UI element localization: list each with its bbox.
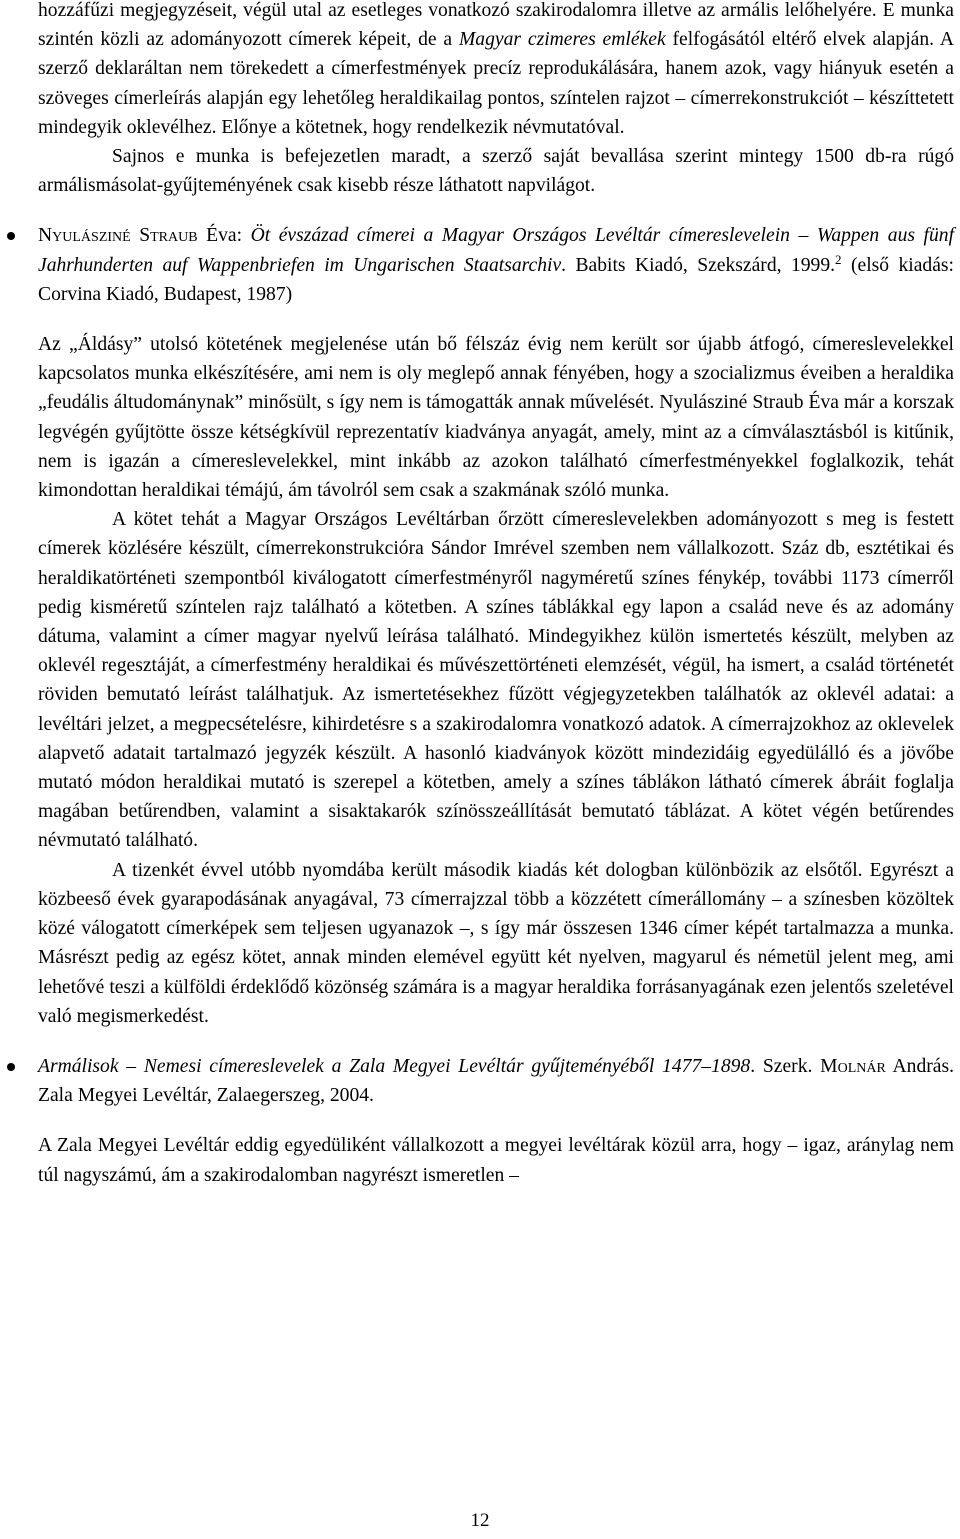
bibliography-entry-2: Armálisok – Nemesi címereslevelek a Zala Megyei Levéltár gyűjteményéből 1477–1898. Szerk. Molnár András. Zala Megyei Levéltár, Zalaegerszeg, 2004. (38, 1052, 954, 1110)
intro-paragraph-2: Sajnos e munka is befejezetlen maradt, a szerző saját bevallása szerint mintegy 1500 db-ra rúgó armálismásolat-gyűjteményének csak kisebb része láthatott napvilágot. (38, 146, 954, 197)
entry-2-title: Armálisok – Nemesi címereslevelek a Zala Megyei Levéltár gyűjteményéből 1477–1898 (38, 1055, 751, 1077)
entry-2-editor-surname: Molnár (820, 1055, 886, 1077)
document-page (38, 0, 954, 1190)
page-number: 12 (470, 1510, 490, 1531)
bullet-icon (7, 232, 15, 240)
intro-paragraph-1: hozzáfűzi megjegyzéseit, végül utal az esetleges vonatkozó szakirodalomra illetve az armális lelőhelyére. E munka szintén közli az adományozott címerek képeit, de a Magyar czimeres emlékek felfogásától eltérő elvek alapján. A szerző deklaráltan nem törekedett a címerfestmények precíz reprodukálására, hanem azok, vagy hiányuk esetén a szöveges címerleírás alapján egy lehetőleg heraldikailag pontos, színtelen rajzot – címerrekonstrukciót – készíttetett mindegyik oklevélhez. Előnye a kötetnek, hogy rendelkezik névmutatóval. (38, 0, 954, 138)
body-1-paragraph-1: Az „Áldásy” utolsó kötetének megjelenése után bő félszáz évig nem került sor újabb átfogó, címereslevelekkel kapcsolatos munka elkészítésére, ami nem is oly meglepő annak fényében, hogy a szocializmus éveiben a heraldika „feudális áltudománynak” minősült, s így nem is támogatták annak művelését. Nyulásziné Straub Éva már a korszak legvégén gyűjtötte össze kétségkívül reprezentatív kiadványa anyagát, amely, mint az a címválasztásból is kitűnik, nem is igazán a címereslevelekkel, mint inkább az azokon található címerfestményekkel foglalkozik, tehát kimondottan heraldikai témájú, ám távolról sem csak a szakmának szóló munka. (38, 334, 954, 502)
entry-1-title: Öt évszázad címerei a Magyar Országos Levéltár címereslevelein – Wappen aus fünf Jahrhunderten auf Wappenbriefen im Ungarischen Staatsarchiv (38, 225, 955, 276)
entry-1-edition-sup: 2 (835, 251, 842, 267)
body-2-paragraph-1: A Zala Megyei Levéltár eddig egyedüliként vállalkozott a megyei levéltárak közül arra, hogy – igaz, aránylag nem túl nagyszámú, ám a szakirodalomban nagyrészt ismeretlen – (38, 1135, 954, 1186)
body-1-paragraph-3: A tizenkét évvel utóbb nyomdába került második kiadás két dologban különbözik az elsőtől. Egyrészt a közbeeső évek gyarapodásának anyagával, 73 címerrajzzal több a közzétett címerállomány – a színesben közöltek közé válogatott címerképek sem teljesen ugyanazok –, s így már összesen 1346 címer képét tartalmazza a munka. Másrészt pedig az egész kötet, annak minden elemével együtt két nyelven, magyarul és németül jelent meg, ami lehetővé teszi a külföldi érdeklődő közönség számára is a magyar heraldika forrásanyagának ezen jelentős szeletével való megismerkedést. (38, 859, 954, 1027)
bullet-icon (7, 1063, 15, 1071)
intro-italic-title: Magyar czimeres emlékek (458, 29, 666, 51)
bibliography-entry-1 (38, 221, 954, 309)
entry-1-author-given: Éva: (197, 225, 251, 247)
entry-1-publisher: . Babits Kiadó, Szekszárd, 1999. (561, 254, 836, 276)
entry-1-author-surname: Nyulásziné Straub (38, 225, 198, 247)
body-1-paragraph-2: A kötet tehát a Magyar Országos Levéltárban őrzött címereslevelekben adományozott s meg is festett címerek közlésére készült, címerrekonstrukcióra Sándor Imrével szemben nem vállalkozott. Száz db, esztétikai és heraldikatörténeti szempontból kiválogatott címerfestményről nagyméretű színes fénykép, további 1173 címerről pedig kisméretű színtelen rajz található a kötetben. A színes táblákkal egy lapon a család neve és az adomány dátuma, valamint a címer magyar nyelvű leírása található. Mindegyikhez külön ismertetés készült, melyben az oklevél regesztáját, a címerfestmény heraldikai és művészettörténeti elemzését, végül, ha ismert, a család történetét röviden bemutató leírást találhatjuk. Az ismertetésekhez fűzött végjegyzetekben találhatók az oklevél adatai: a levéltári jelzet, a megpecsételésre, kihirdetésre s a szakirodalomra vonatkozó adatok. A címerrajzokhoz az oklevelek alapvető adatait tartalmazó jegyzék készült. A hasonló kiadványok között mindezidáig egyedülálló és a jövőbe mutató módon heraldikai mutató is szerepel a kötetben, amely a színes táblákon látható címerek ábráit foglalja magában betűrendben, valamint a sisaktakarók színösszeállítását bemutató táblázat. A kötet végén betűrendes névmutató található. (38, 509, 954, 852)
entry-1-edition-note: (első kiadás: Corvina Kiadó, Budapest, 1987) (38, 254, 954, 305)
